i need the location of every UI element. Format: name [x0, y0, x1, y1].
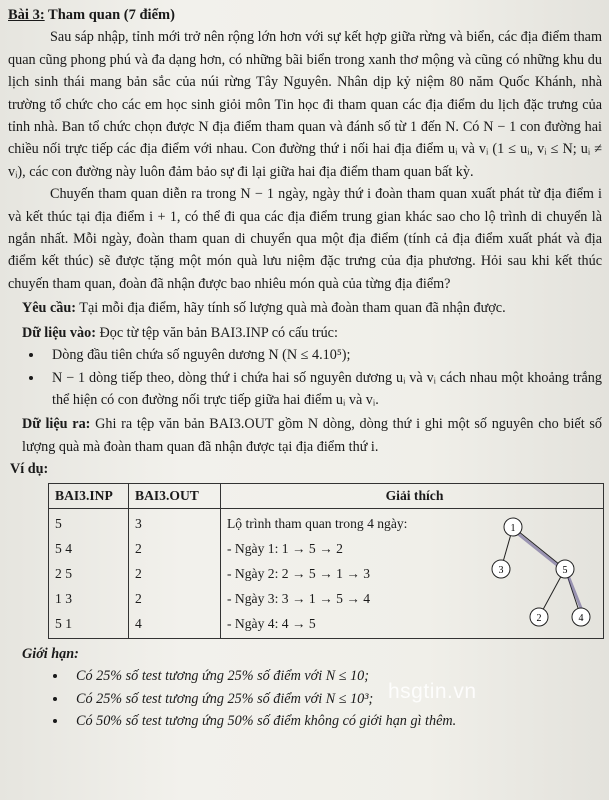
explain-line: - Ngày 1: 1 → 5 → 2: [227, 540, 343, 556]
limit-item: • Có 25% số test tương ứng 25% số điểm với N ≤ 10;: [68, 665, 602, 687]
output-text: Ghi ra tệp văn bản BAI3.OUT gồm N dòng, dòng thứ i ghi một số nguyên cho biết số lượng quà mà đoàn tham quan đã nhận được tại địa điểm thứ i.: [22, 416, 602, 455]
tree-node: [556, 560, 574, 578]
limits-label: Giới hạn:: [22, 645, 79, 662]
tree-edge: [513, 527, 565, 569]
out-line: 4: [135, 615, 142, 631]
explain-line: - Ngày 2: 2 → 5 → 1 → 3: [227, 565, 371, 581]
input-label: Dữ liệu vào:: [22, 324, 96, 341]
requirement-text: Tại mỗi địa điểm, hãy tính số lượng quà mà đoàn tham quan đã nhận được.: [76, 300, 506, 317]
out-line: 3: [135, 515, 142, 531]
tree-node-label: 2: [536, 612, 542, 624]
tree-node: [492, 560, 510, 578]
watermark: hsgtin.vn: [388, 680, 477, 703]
inp-line: 5: [55, 515, 62, 531]
problem-name: Tham quan (7 điểm): [44, 7, 175, 23]
header-inp: BAI3.INP: [49, 483, 129, 508]
explain-cell: [221, 508, 604, 638]
header-out: BAI3.OUT: [129, 483, 221, 508]
tree-node: [504, 518, 522, 536]
inp-cell: [49, 508, 129, 638]
inp-line: 5 1: [55, 615, 72, 631]
requirement: [8, 297, 602, 319]
tree-node-label: 4: [578, 612, 584, 624]
tree-node: [572, 608, 590, 626]
out-line: 2: [135, 590, 142, 606]
tree-node-label: 5: [562, 564, 568, 576]
tree-node-label: 3: [498, 564, 504, 576]
example-header-row: [49, 483, 604, 508]
input-spec: [8, 322, 602, 344]
example-label: Ví dụ:: [10, 461, 49, 478]
problem-title: [8, 4, 602, 26]
problem-content: [8, 4, 602, 733]
tree-node-label: 1: [510, 522, 516, 534]
example-table: [48, 483, 604, 639]
requirement-label: Yêu cầu:: [22, 300, 76, 317]
output-label: Dữ liệu ra:: [22, 416, 91, 433]
out-line: 2: [135, 565, 142, 581]
input-item: • Dòng đầu tiên chứa số nguyên dương N (N ≤ 4.10⁵);: [44, 344, 602, 366]
problem-number: Bài 3:: [8, 7, 45, 23]
limit-item: • Có 50% số test tương ứng 50% số điểm không có giới hạn gì thêm.: [68, 710, 602, 732]
input-text: Đọc từ tệp văn bản BAI3.INP có cấu trúc:: [95, 324, 338, 341]
output-spec: [8, 413, 602, 458]
tree-node: [530, 608, 548, 626]
input-list: [8, 344, 602, 411]
explain-line: - Ngày 4: 4 → 5: [227, 615, 316, 631]
explain-line: - Ngày 3: 3 → 1 → 5 → 4: [227, 590, 371, 606]
trip-paragraph: Chuyến tham quan diễn ra trong N − 1 ngày, ngày thứ i đoàn tham quan xuất phát từ địa điểm i và kết thúc tại địa điểm i + 1, có thể đi qua các địa điểm trung gian khác sao cho lộ trình di chuyển là ngắn nhất. Mỗi ngày, đoàn tham quan di chuyển qua một địa điểm (tính cả địa điểm xuất phát và địa điểm kết thúc) sẽ được tặng một món quà lưu niệm đặc trưng của địa phương. Hỏi sau khi kết thúc chuyến tham quan, đoàn đã nhận được bao nhiêu món quà của từng địa điểm?: [8, 186, 602, 292]
header-explain: Giải thích: [221, 483, 604, 508]
inp-line: 1 3: [55, 590, 72, 606]
input-item: • N − 1 dòng tiếp theo, dòng thứ i chứa hai số nguyên dương uᵢ và vᵢ cách nhau một khoảng trắng thể hiện có con đường nối trực tiếp giữa hai điểm uᵢ và vᵢ.: [44, 367, 602, 412]
out-line: 2: [135, 540, 142, 556]
inp-line: 2 5: [55, 565, 72, 581]
limits-list: [8, 665, 602, 732]
inp-line: 5 4: [55, 540, 72, 556]
tree-diagram: [473, 517, 593, 635]
intro-paragraph: Sau sáp nhập, tỉnh mới trở nên rộng lớn hơn với sự kết hợp giữa rừng và biển, các địa điểm tham quan cũng phong phú và đa dạng hơn, có những bãi biển trong xanh thơ mộng và cũng có những khu du lịch sinh thái mang bản sắc của núi rừng Tây Nguyên. Nhân dịp kỷ niệm 80 năm Quốc Khánh, nhà trường tổ chức cho các em học sinh giỏi môn Tin học đi tham quan các địa điểm du lịch đặc trưng của tỉnh nhà. Ban tổ chức chọn được N địa điểm tham quan và đánh số từ 1 đến N. Có N − 1 con đường hai chiều nối trực tiếp các địa điểm với nhau. Con đường thứ i nối hai địa điểm uᵢ và vᵢ (1 ≤ uᵢ, vᵢ ≤ N; uᵢ ≠ vᵢ), các con đường này luôn đảm bảo sự đi lại giữa hai địa điểm tham quan bất kỳ.: [8, 29, 602, 180]
limit-item: • Có 25% số test tương ứng 25% số điểm với N ≤ 10³;: [68, 688, 602, 710]
out-cell: [129, 508, 221, 638]
explain-line: Lộ trình tham quan trong 4 ngày:: [227, 515, 408, 531]
example-body-row: [49, 508, 604, 638]
